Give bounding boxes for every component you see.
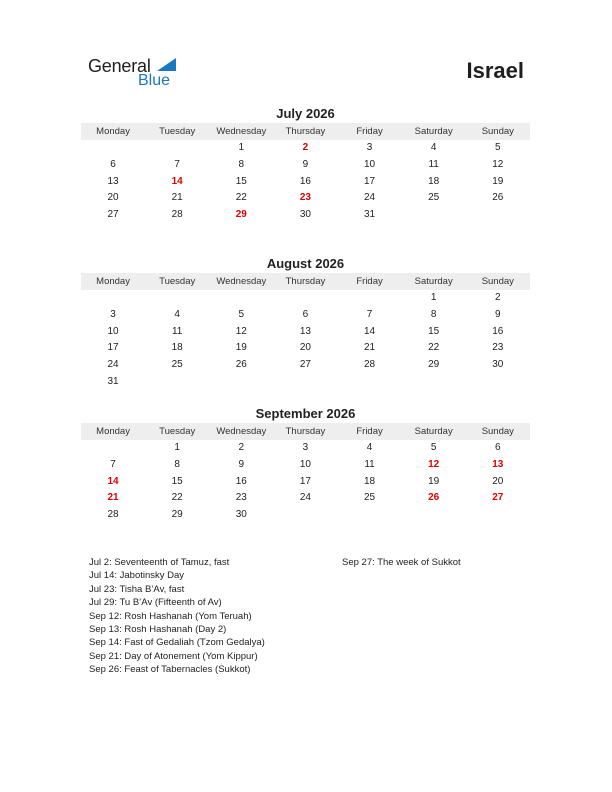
empty-day-cell bbox=[81, 140, 145, 157]
day-cell: 9 bbox=[302, 158, 309, 170]
weekday-header bbox=[81, 123, 530, 140]
day-cell: 1 bbox=[174, 442, 180, 453]
weekday-label: Wednesday bbox=[216, 426, 267, 437]
day-cell: 2 bbox=[238, 442, 245, 453]
weekday-header bbox=[81, 273, 530, 290]
week-row bbox=[81, 324, 530, 341]
day-cell: 18 bbox=[171, 342, 183, 354]
day-cell: 29 bbox=[428, 359, 440, 371]
day-cell: 27 bbox=[492, 492, 504, 504]
day-cell: 4 bbox=[174, 308, 180, 320]
holiday-note: Sep 21: Day of Atonement (Yom Kippur) bbox=[89, 650, 258, 662]
day-cell: 3 bbox=[302, 442, 309, 453]
day-cell: 30 bbox=[299, 209, 311, 221]
day-cell: 6 bbox=[110, 158, 116, 170]
weekday-label: Saturday bbox=[414, 276, 453, 287]
holiday-notes-right bbox=[342, 556, 461, 569]
day-cell: 20 bbox=[299, 342, 311, 354]
month-title: July 2026 bbox=[276, 106, 335, 121]
day-cell: 17 bbox=[299, 475, 311, 487]
empty-day-cell bbox=[466, 374, 530, 391]
week-row bbox=[81, 474, 530, 491]
day-cell: 12 bbox=[492, 158, 504, 170]
day-cell: 11 bbox=[364, 458, 375, 470]
empty-day-cell bbox=[402, 507, 466, 524]
weekday-label: Thursday bbox=[285, 126, 326, 137]
day-cell: 27 bbox=[107, 209, 119, 221]
day-cell: 15 bbox=[171, 475, 183, 487]
day-cell: 3 bbox=[366, 142, 373, 153]
weekday-label: Sunday bbox=[481, 276, 514, 287]
logo bbox=[88, 56, 188, 92]
holiday-note: Sep 14: Fast of Gedaliah (Tzom Gedalya) bbox=[89, 637, 265, 649]
day-cell: 5 bbox=[495, 142, 501, 153]
empty-day-cell bbox=[466, 507, 530, 524]
day-cell: 10 bbox=[299, 458, 311, 470]
day-cell: 15 bbox=[428, 325, 440, 337]
day-cell: 31 bbox=[107, 375, 119, 387]
weekday-label: Tuesday bbox=[159, 426, 196, 437]
day-cell: 1 bbox=[238, 142, 245, 153]
holiday-note: Jul 2: Seventeenth of Tamuz, fast bbox=[89, 557, 230, 568]
day-cell: 4 bbox=[366, 442, 373, 453]
day-cell: 15 bbox=[235, 175, 247, 187]
day-cell: 30 bbox=[235, 509, 247, 521]
day-cell: 10 bbox=[364, 158, 376, 170]
week-row bbox=[81, 290, 530, 307]
month-july bbox=[81, 105, 530, 224]
day-cell: 8 bbox=[174, 458, 180, 470]
day-cell: 28 bbox=[107, 509, 119, 521]
week-row bbox=[81, 190, 530, 207]
empty-day-cell bbox=[402, 207, 466, 224]
day-cell: 19 bbox=[428, 475, 440, 487]
day-cell: 28 bbox=[171, 209, 183, 221]
weekday-label: Tuesday bbox=[159, 276, 196, 287]
week-row bbox=[81, 374, 530, 391]
week-row bbox=[81, 307, 530, 324]
empty-day-cell bbox=[273, 374, 337, 391]
week-row bbox=[81, 140, 530, 157]
weekday-label: Monday bbox=[96, 276, 130, 287]
month-august bbox=[81, 255, 530, 391]
holiday-note: Sep 13: Rosh Hashanah (Day 2) bbox=[89, 624, 227, 636]
day-cell: 18 bbox=[364, 475, 376, 487]
weekday-label: Monday bbox=[96, 126, 130, 137]
day-cell: 22 bbox=[171, 492, 183, 504]
day-cell: 22 bbox=[428, 342, 440, 354]
weekday-label: Thursday bbox=[285, 426, 326, 437]
week-row bbox=[81, 440, 530, 457]
day-cell: 25 bbox=[364, 492, 376, 504]
weekday-label: Saturday bbox=[414, 426, 453, 437]
day-cell: 1 bbox=[430, 292, 437, 303]
weekday-label: Friday bbox=[356, 126, 383, 137]
holiday-note: Sep 26: Feast of Tabernacles (Sukkot) bbox=[89, 664, 251, 676]
day-cell: 9 bbox=[495, 308, 501, 320]
day-cell: 20 bbox=[107, 192, 119, 204]
day-cell: 14 bbox=[364, 325, 376, 337]
day-cell: 8 bbox=[238, 158, 245, 170]
empty-day-cell bbox=[81, 440, 145, 457]
month-september bbox=[81, 405, 530, 524]
day-cell: 2 bbox=[495, 292, 501, 303]
day-cell: 13 bbox=[107, 175, 119, 187]
weekday-label: Sunday bbox=[481, 426, 514, 437]
empty-day-cell bbox=[209, 374, 273, 391]
logo-text-general: General bbox=[88, 56, 151, 76]
day-cell: 16 bbox=[299, 175, 311, 187]
day-cell: 5 bbox=[238, 308, 245, 320]
day-cell: 25 bbox=[428, 192, 440, 204]
empty-day-cell bbox=[273, 290, 337, 307]
weekday-label: Monday bbox=[96, 426, 130, 437]
day-cell: 6 bbox=[302, 308, 309, 320]
day-cell: 29 bbox=[235, 209, 247, 221]
day-cell: 8 bbox=[430, 308, 437, 320]
week-row bbox=[81, 490, 530, 507]
day-cell: 30 bbox=[492, 359, 504, 371]
day-cell: 23 bbox=[235, 492, 247, 504]
week-row bbox=[81, 340, 530, 357]
day-cell: 24 bbox=[364, 192, 376, 204]
holiday-note: Jul 23: Tisha B’Av, fast bbox=[89, 583, 185, 595]
empty-day-cell bbox=[466, 207, 530, 224]
day-cell: 21 bbox=[107, 492, 119, 504]
day-cell: 24 bbox=[299, 492, 311, 504]
day-cell: 26 bbox=[428, 492, 440, 504]
empty-day-cell bbox=[145, 374, 209, 391]
day-cell: 14 bbox=[171, 175, 183, 187]
weekday-label: Tuesday bbox=[159, 126, 196, 137]
day-cell: 31 bbox=[364, 209, 376, 221]
empty-day-cell bbox=[209, 290, 273, 307]
day-cell: 18 bbox=[428, 175, 440, 187]
day-cell: 28 bbox=[364, 359, 376, 371]
day-cell: 26 bbox=[492, 192, 504, 204]
weekday-label: Wednesday bbox=[216, 126, 267, 137]
week-row bbox=[81, 174, 530, 191]
day-cell: 20 bbox=[492, 475, 504, 487]
day-cell: 23 bbox=[299, 192, 311, 204]
day-cell: 13 bbox=[299, 325, 311, 337]
day-cell: 9 bbox=[238, 458, 245, 470]
holiday-note: Sep 27: The week of Sukkot bbox=[342, 557, 461, 568]
day-cell: 17 bbox=[364, 175, 376, 187]
empty-day-cell bbox=[145, 140, 209, 157]
day-cell: 16 bbox=[492, 325, 504, 337]
weekday-label: Thursday bbox=[285, 276, 326, 287]
day-cell: 10 bbox=[107, 325, 119, 337]
day-cell: 21 bbox=[364, 342, 376, 354]
weekday-label: Saturday bbox=[414, 126, 453, 137]
day-cell: 26 bbox=[235, 359, 247, 371]
day-cell: 7 bbox=[110, 458, 116, 470]
day-cell: 24 bbox=[107, 359, 119, 371]
weekday-label: Sunday bbox=[481, 126, 514, 137]
day-cell: 17 bbox=[107, 342, 119, 354]
day-cell: 7 bbox=[366, 308, 373, 320]
logo-triangle-icon bbox=[157, 58, 176, 71]
day-cell: 6 bbox=[495, 442, 501, 453]
day-cell: 21 bbox=[171, 192, 183, 204]
day-cell: 12 bbox=[428, 458, 440, 470]
week-row bbox=[81, 457, 530, 474]
week-row bbox=[81, 507, 530, 524]
day-cell: 7 bbox=[174, 158, 180, 170]
week-row bbox=[81, 207, 530, 224]
day-cell: 2 bbox=[302, 142, 309, 153]
day-cell: 19 bbox=[492, 175, 504, 187]
logo-text-blue: Blue bbox=[138, 72, 171, 89]
holiday-note: Jul 14: Jabotinsky Day bbox=[89, 570, 185, 582]
day-cell: 11 bbox=[171, 325, 183, 337]
day-cell: 4 bbox=[430, 142, 437, 153]
week-row bbox=[81, 157, 530, 174]
weekday-label: Friday bbox=[356, 276, 383, 287]
day-cell: 5 bbox=[430, 442, 437, 453]
empty-day-cell bbox=[338, 374, 402, 391]
empty-day-cell bbox=[145, 290, 209, 307]
day-cell: 11 bbox=[428, 158, 439, 170]
day-cell: 16 bbox=[235, 475, 247, 487]
day-cell: 13 bbox=[492, 458, 504, 470]
weekday-header bbox=[81, 423, 530, 440]
day-cell: 12 bbox=[235, 325, 247, 337]
day-cell: 27 bbox=[299, 359, 311, 371]
day-cell: 22 bbox=[235, 192, 247, 204]
empty-day-cell bbox=[273, 507, 337, 524]
holiday-note: Jul 29: Tu B’Av (Fifteenth of Av) bbox=[89, 597, 222, 609]
weekday-label: Friday bbox=[356, 426, 383, 437]
country-title: Israel bbox=[466, 58, 524, 83]
day-cell: 19 bbox=[235, 342, 247, 354]
weekday-label: Wednesday bbox=[216, 276, 267, 287]
empty-day-cell bbox=[81, 290, 145, 307]
day-cell: 29 bbox=[171, 509, 183, 521]
day-cell: 25 bbox=[171, 359, 183, 371]
holiday-notes-left bbox=[89, 556, 265, 677]
empty-day-cell bbox=[338, 507, 402, 524]
week-row bbox=[81, 357, 530, 374]
empty-day-cell bbox=[338, 290, 402, 307]
month-title: September 2026 bbox=[255, 406, 356, 421]
holiday-note: Sep 12: Rosh Hashanah (Yom Teruah) bbox=[89, 610, 252, 622]
day-cell: 3 bbox=[110, 308, 116, 320]
day-cell: 23 bbox=[492, 342, 504, 354]
month-title: August 2026 bbox=[266, 256, 345, 271]
empty-day-cell bbox=[402, 374, 466, 391]
day-cell: 14 bbox=[107, 475, 119, 487]
